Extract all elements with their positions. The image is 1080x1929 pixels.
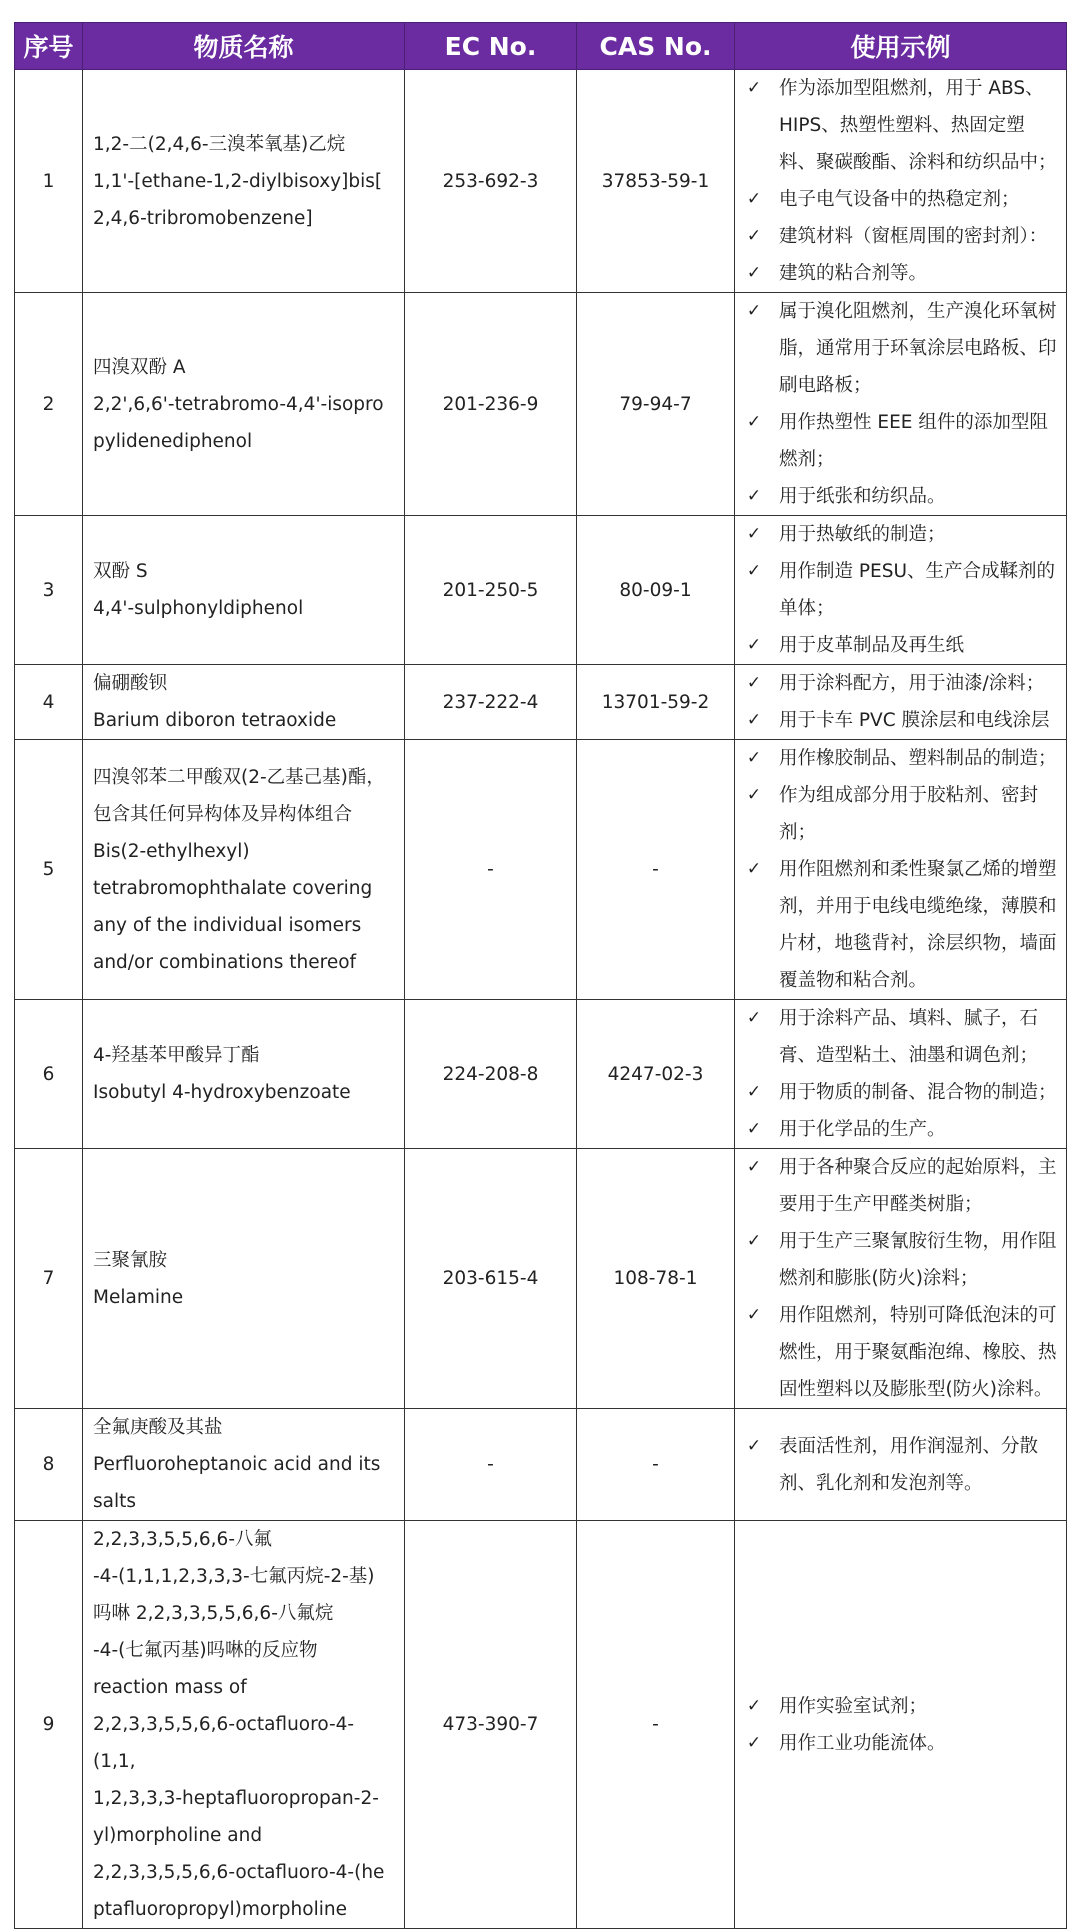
substance-name-line: 1,1'-[ethane-1,2-diylbisoxy]bis[ bbox=[93, 170, 383, 192]
substance-name-line: salts bbox=[93, 1491, 137, 1512]
usage-text: 表面活性剂，用作润湿剂、分散剂、乳化剂和发泡剂等。 bbox=[779, 1435, 1039, 1494]
usage-text: 用作橡胶制品、塑料制品的制造； bbox=[779, 748, 1057, 769]
table-row bbox=[15, 516, 1067, 665]
check-icon: ✓ bbox=[746, 1082, 762, 1102]
ec-number: 203-615-4 bbox=[405, 1149, 577, 1409]
usage-list bbox=[741, 293, 1060, 515]
substance-name-line: 2,2',6,6'-tetrabromo-4,4'-isopro bbox=[93, 393, 384, 415]
substance-name-cell bbox=[83, 70, 405, 293]
substance-name-line: 2,2,3,3,5,5,6,6-octafluoro-4-(he bbox=[93, 1862, 385, 1883]
substance-name-cell bbox=[83, 740, 405, 1000]
check-icon: ✓ bbox=[746, 1305, 762, 1325]
table-row bbox=[15, 1409, 1067, 1521]
cas-number: 37853-59-1 bbox=[577, 70, 735, 293]
substance-name-line: Isobutyl 4-hydroxybenzoate bbox=[93, 1082, 351, 1103]
usage-text: 用作热塑性 EEE 组件的添加型阻燃剂； bbox=[779, 412, 1048, 470]
row-number: 3 bbox=[15, 516, 83, 665]
substance-name-line: 全氟庚酸及其盐 bbox=[93, 1417, 223, 1438]
ec-number: 473-390-7 bbox=[405, 1521, 577, 1929]
substance-name-line: 四溴双酚 A bbox=[93, 356, 186, 378]
check-icon: ✓ bbox=[746, 412, 762, 432]
substance-name-line: ptafluoropropyl)morpholine bbox=[93, 1899, 347, 1920]
ec-number: 201-250-5 bbox=[405, 516, 577, 665]
check-icon: ✓ bbox=[746, 1732, 762, 1753]
table-row bbox=[15, 740, 1067, 1000]
check-icon: ✓ bbox=[746, 785, 762, 805]
row-number: 7 bbox=[15, 1149, 83, 1409]
usage-text: 用作制造 PESU、生产合成鞣剂的单体； bbox=[779, 561, 1056, 619]
usage-item bbox=[741, 627, 1060, 664]
header-cas-no: CAS No. bbox=[577, 23, 735, 70]
substance-name-line: 1,2,3,3,3-heptafluoropropan-2- bbox=[93, 1788, 379, 1809]
substance-name-cell bbox=[83, 1000, 405, 1149]
substance-name-line: 2,2,3,3,5,5,6,6-八氟 bbox=[93, 1529, 273, 1550]
substance-name-cell bbox=[83, 1521, 405, 1929]
cas-number: 80-09-1 bbox=[577, 516, 735, 665]
usage-item bbox=[741, 70, 1060, 181]
usage-text: 用于皮革制品及再生纸 bbox=[779, 635, 965, 656]
usage-text: 建筑材料（窗框周围的密封剂）： bbox=[779, 226, 1048, 247]
substance-name-line: 4-羟基苯甲酸异丁酯 bbox=[93, 1045, 260, 1066]
substance-name-line: 包含其任何异构体及异构体组合 bbox=[93, 803, 353, 825]
usage-item bbox=[741, 1074, 1060, 1111]
substance-name-cell bbox=[83, 516, 405, 665]
check-icon: ✓ bbox=[746, 189, 762, 209]
usage-list bbox=[741, 740, 1060, 999]
ec-number: - bbox=[405, 740, 577, 1000]
row-number: 1 bbox=[15, 70, 83, 293]
ec-number: 237-222-4 bbox=[405, 665, 577, 740]
substance-name-line: 2,2,3,3,5,5,6,6-octafluoro-4-(1,1, bbox=[93, 1714, 355, 1772]
usage-text: 用作实验室试剂； bbox=[779, 1695, 928, 1717]
header-no: 序号 bbox=[15, 23, 83, 70]
usage-item bbox=[741, 1223, 1060, 1297]
usage-item bbox=[741, 1111, 1060, 1148]
check-icon: ✓ bbox=[746, 301, 762, 321]
check-icon: ✓ bbox=[746, 1119, 762, 1139]
substance-name-line: -4-(七氟丙基)吗啉的反应物 bbox=[93, 1640, 318, 1661]
usage-item bbox=[741, 1428, 1060, 1502]
usage-text: 用于生产三聚氰胺衍生物，用作阻燃剂和膨胀(防火)涂料； bbox=[779, 1231, 1057, 1289]
usage-item bbox=[741, 478, 1060, 515]
check-icon: ✓ bbox=[746, 859, 762, 879]
usage-item bbox=[741, 218, 1060, 255]
table-row bbox=[15, 293, 1067, 516]
substance-name-line: and/or combinations thereof bbox=[93, 951, 357, 973]
check-icon: ✓ bbox=[746, 524, 762, 544]
substance-name-line: tetrabromophthalate covering bbox=[93, 877, 373, 899]
substance-name-cell bbox=[83, 665, 405, 740]
usage-item bbox=[741, 293, 1060, 404]
usage-item bbox=[741, 665, 1060, 702]
substance-name-line: -4-(1,1,1,2,3,3,3-七氟丙烷-2-基) bbox=[93, 1566, 375, 1587]
check-icon: ✓ bbox=[746, 1695, 762, 1716]
usage-item bbox=[741, 1725, 1060, 1762]
row-number: 5 bbox=[15, 740, 83, 1000]
usage-text: 作为组成部分用于胶粘剂、密封剂； bbox=[779, 785, 1039, 843]
usage-text: 用作阻燃剂和柔性聚氯乙烯的增塑剂，并用于电线电缆绝缘，薄膜和片材，地毯背衬，涂层织物，墙面覆盖物和粘合剂。 bbox=[779, 859, 1057, 991]
usage-list bbox=[741, 1428, 1060, 1502]
ec-number: 224-208-8 bbox=[405, 1000, 577, 1149]
ec-number: 201-236-9 bbox=[405, 293, 577, 516]
usage-item bbox=[741, 553, 1060, 627]
check-icon: ✓ bbox=[746, 226, 762, 246]
check-icon: ✓ bbox=[746, 1008, 762, 1028]
usage-item bbox=[741, 851, 1060, 999]
usage-examples-cell bbox=[735, 1149, 1067, 1409]
usage-list bbox=[741, 1688, 1060, 1762]
cas-number: 79-94-7 bbox=[577, 293, 735, 516]
check-icon: ✓ bbox=[746, 486, 762, 506]
usage-item bbox=[741, 404, 1060, 478]
header-ec-no: EC No. bbox=[405, 23, 577, 70]
table-header-row bbox=[15, 23, 1067, 70]
substance-name-line: Bis(2-ethylhexyl) bbox=[93, 840, 250, 862]
usage-text: 用作阻燃剂，特别可降低泡沫的可燃性，用于聚氨酯泡绵、橡胶、热固性塑料以及膨胀型(防火)涂料。 bbox=[779, 1305, 1057, 1400]
check-icon: ✓ bbox=[746, 748, 762, 768]
table-row bbox=[15, 1521, 1067, 1929]
substance-name-line: Perfluoroheptanoic acid and its bbox=[93, 1454, 381, 1475]
substance-name-cell bbox=[83, 293, 405, 516]
usage-item bbox=[741, 702, 1060, 739]
table-row bbox=[15, 1000, 1067, 1149]
usage-text: 电子电气设备中的热稳定剂； bbox=[779, 189, 1020, 210]
usage-examples-cell bbox=[735, 665, 1067, 740]
usage-text: 用于纸张和纺织品。 bbox=[779, 486, 946, 507]
table-row bbox=[15, 1149, 1067, 1409]
usage-text: 属于溴化阻燃剂，生产溴化环氧树脂，通常用于环氧涂层电路板、印刷电路板； bbox=[779, 301, 1057, 396]
substance-name-line: any of the individual isomers bbox=[93, 914, 362, 936]
substance-name-line: reaction mass of bbox=[93, 1677, 247, 1698]
check-icon: ✓ bbox=[746, 673, 762, 693]
row-number: 2 bbox=[15, 293, 83, 516]
usage-item bbox=[741, 1000, 1060, 1074]
usage-text: 用于热敏纸的制造； bbox=[779, 524, 946, 545]
substance-name-line: pylidenediphenol bbox=[93, 430, 253, 452]
usage-examples-cell bbox=[735, 70, 1067, 293]
usage-list bbox=[741, 665, 1060, 739]
usage-examples-cell bbox=[735, 1000, 1067, 1149]
usage-item bbox=[741, 1297, 1060, 1408]
cas-number: - bbox=[577, 740, 735, 1000]
check-icon: ✓ bbox=[746, 635, 762, 655]
header-usage-examples: 使用示例 bbox=[735, 23, 1067, 70]
cas-number: - bbox=[577, 1521, 735, 1929]
substance-name-line: 三聚氰胺 bbox=[93, 1249, 168, 1271]
usage-item bbox=[741, 181, 1060, 218]
usage-examples-cell bbox=[735, 740, 1067, 1000]
check-icon: ✓ bbox=[746, 710, 762, 730]
check-icon: ✓ bbox=[746, 1231, 762, 1251]
usage-item bbox=[741, 1149, 1060, 1223]
table-row bbox=[15, 665, 1067, 740]
usage-list bbox=[741, 1000, 1060, 1148]
check-icon: ✓ bbox=[746, 78, 762, 98]
usage-item bbox=[741, 740, 1060, 777]
substance-name-line: 吗啉 2,2,3,3,5,5,6,6-八氟烷 bbox=[93, 1603, 334, 1624]
cas-number: 4247-02-3 bbox=[577, 1000, 735, 1149]
row-number: 4 bbox=[15, 665, 83, 740]
substance-name-cell bbox=[83, 1149, 405, 1409]
substance-name-line: 4,4'-sulphonyldiphenol bbox=[93, 598, 304, 619]
substance-name-cell bbox=[83, 1409, 405, 1521]
ec-number: 253-692-3 bbox=[405, 70, 577, 293]
row-number: 6 bbox=[15, 1000, 83, 1149]
ec-number: - bbox=[405, 1409, 577, 1521]
substance-name-line: 双酚 S bbox=[93, 561, 148, 582]
usage-text: 用于物质的制备、混合物的制造； bbox=[779, 1082, 1057, 1103]
cas-number: - bbox=[577, 1409, 735, 1521]
usage-text: 作为添加型阻燃剂，用于 ABS、HIPS、热塑性塑料、热固定塑料、聚碳酸酯、涂料和纺织品中； bbox=[779, 78, 1057, 173]
usage-list bbox=[741, 70, 1060, 292]
substance-name-line: 四溴邻苯二甲酸双(2-乙基己基)酯， bbox=[93, 766, 385, 788]
check-icon: ✓ bbox=[746, 1157, 762, 1177]
substance-name-line: Melamine bbox=[93, 1286, 184, 1308]
usage-item bbox=[741, 516, 1060, 553]
substance-name-line: 1,2-二(2,4,6-三溴苯氧基)乙烷 bbox=[93, 133, 346, 155]
usage-text: 用于卡车 PVC 膜涂层和电线涂层 bbox=[779, 710, 1050, 731]
substance-table-container bbox=[14, 22, 1066, 1929]
substance-name-line: 偏硼酸钡 bbox=[93, 673, 168, 694]
usage-examples-cell bbox=[735, 516, 1067, 665]
usage-text: 用于涂料配方，用于油漆/涂料； bbox=[779, 673, 1045, 694]
check-icon: ✓ bbox=[746, 263, 762, 283]
usage-text: 建筑的粘合剂等。 bbox=[779, 263, 928, 284]
substance-name-line: yl)morpholine and bbox=[93, 1825, 263, 1846]
usage-text: 用于各种聚合反应的起始原料，主要用于生产甲醛类树脂； bbox=[779, 1157, 1057, 1215]
usage-text: 用于化学品的生产。 bbox=[779, 1119, 946, 1140]
substance-table bbox=[14, 22, 1067, 1929]
check-icon: ✓ bbox=[746, 561, 762, 581]
usage-examples-cell bbox=[735, 293, 1067, 516]
usage-list bbox=[741, 516, 1060, 664]
usage-examples-cell bbox=[735, 1521, 1067, 1929]
row-number: 9 bbox=[15, 1521, 83, 1929]
substance-name-line: 2,4,6-tribromobenzene] bbox=[93, 207, 313, 229]
usage-item bbox=[741, 255, 1060, 292]
usage-list bbox=[741, 1149, 1060, 1408]
cas-number: 108-78-1 bbox=[577, 1149, 735, 1409]
row-number: 8 bbox=[15, 1409, 83, 1521]
usage-item bbox=[741, 777, 1060, 851]
usage-text: 用作工业功能流体。 bbox=[779, 1732, 946, 1754]
substance-name-line: Barium diboron tetraoxide bbox=[93, 710, 337, 731]
header-substance-name: 物质名称 bbox=[83, 23, 405, 70]
table-row bbox=[15, 70, 1067, 293]
usage-text: 用于涂料产品、填料、腻子，石膏、造型粘土、油墨和调色剂； bbox=[779, 1008, 1039, 1066]
usage-examples-cell bbox=[735, 1409, 1067, 1521]
cas-number: 13701-59-2 bbox=[577, 665, 735, 740]
usage-item bbox=[741, 1688, 1060, 1725]
check-icon: ✓ bbox=[746, 1435, 762, 1456]
